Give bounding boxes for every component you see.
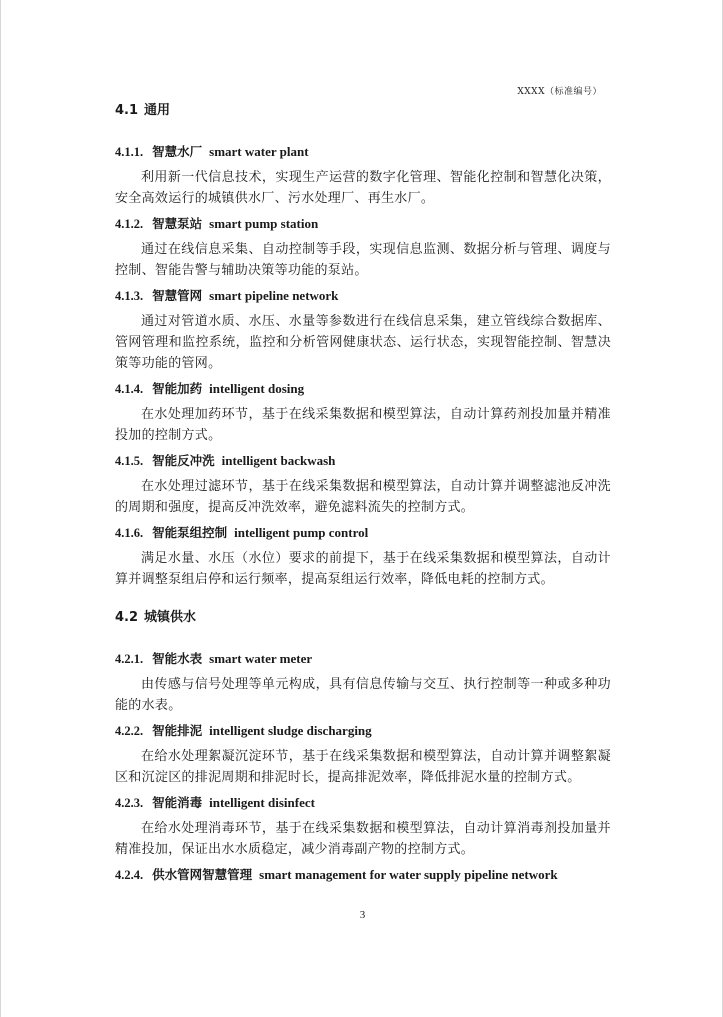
term-chinese: 智慧水厂 <box>152 144 203 159</box>
term-heading <box>115 141 611 163</box>
term-entry <box>115 648 611 716</box>
term-chinese: 智能水表 <box>152 651 203 666</box>
term-entry <box>115 378 611 446</box>
page-number: 3 <box>359 909 366 921</box>
term-english: intelligent pump control <box>234 525 369 540</box>
term-english: intelligent backwash <box>221 453 336 468</box>
section-name: 通用 <box>144 103 171 118</box>
term-definition: 通过对管道水质、水压、水量等参数进行在线信息采集，建立管线综合数据库、管网管理和监控系统，监控和分析管网健康状态、运行状态，实现智能控制、智慧决策等功能的管网。 <box>115 314 611 371</box>
term-number: 4.2.1. <box>115 652 144 666</box>
term-english: smart water plant <box>209 144 309 159</box>
term-number: 4.2.3. <box>115 796 144 810</box>
term-english: smart water meter <box>209 651 313 666</box>
term-english: intelligent sludge discharging <box>209 723 372 738</box>
section-name: 城镇供水 <box>144 610 197 625</box>
term-definition: 由传感与信号处理等单元构成，具有信息传输与交互、执行控制等一种或多种功能的水表。 <box>115 677 611 713</box>
section-number: 4.1 <box>115 103 139 118</box>
term-english: smart management for water supply pipeline network <box>259 867 558 882</box>
term-definition: 在水处理过滤环节，基于在线采集数据和模型算法，自动计算并调整滤池反冲洗的周期和强度，提高反冲洗效率，避免滤料流失的控制方式。 <box>115 479 611 515</box>
page-content <box>115 100 611 886</box>
term-chinese: 智能泵组控制 <box>152 525 228 540</box>
term-english: smart pipeline network <box>209 288 339 303</box>
term-heading <box>115 522 611 544</box>
term-number: 4.1.3. <box>115 289 144 303</box>
section-title <box>115 607 611 629</box>
term-number: 4.1.5. <box>115 454 144 468</box>
term-entry <box>115 522 611 590</box>
term-english: intelligent disinfect <box>209 795 315 810</box>
term-definition: 满足水量、水压（水位）要求的前提下，基于在线采集数据和模型算法，自动计算并调整泵组启停和运行频率，提高泵组运行效率，降低电耗的控制方式。 <box>115 551 611 587</box>
term-definition: 在水处理加药环节，基于在线采集数据和模型算法，自动计算药剂投加量并精准投加的控制方式。 <box>115 407 611 443</box>
term-definition: 在给水处理消毒环节，基于在线采集数据和模型算法，自动计算消毒剂投加量并精准投加，保证出水水质稳定，减少消毒副产物的控制方式。 <box>115 821 611 857</box>
term-entry <box>115 864 611 886</box>
term-heading <box>115 285 611 307</box>
section-number: 4.2 <box>115 610 139 625</box>
term-number: 4.2.4. <box>115 868 144 882</box>
term-chinese: 智能加药 <box>152 381 203 396</box>
term-heading <box>115 864 611 886</box>
term-definition: 在给水处理絮凝沉淀环节，基于在线采集数据和模型算法，自动计算并调整絮凝区和沉淀区的排泥周期和排泥时长，提高排泥效率，降低排泥水量的控制方式。 <box>115 749 611 785</box>
term-number: 4.1.2. <box>115 217 144 231</box>
term-entry <box>115 450 611 518</box>
term-chinese: 智慧泵站 <box>152 216 203 231</box>
term-heading <box>115 213 611 235</box>
term-chinese: 智能排泥 <box>152 723 203 738</box>
term-number: 4.1.4. <box>115 382 144 396</box>
term-definition: 通过在线信息采集、自动控制等手段，实现信息监测、数据分析与管理、调度与控制、智能告警与辅助决策等功能的泵站。 <box>115 242 611 278</box>
term-chinese: 智能反冲洗 <box>152 453 215 468</box>
term-english: intelligent dosing <box>209 381 305 396</box>
term-heading <box>115 378 611 400</box>
term-entry <box>115 141 611 209</box>
term-heading <box>115 648 611 670</box>
term-entry <box>115 720 611 788</box>
term-chinese: 智能消毒 <box>152 795 203 810</box>
term-definition: 利用新一代信息技术，实现生产运营的数字化管理、智能化控制和智慧化决策，安全高效运行的城镇供水厂、污水处理厂、再生水厂。 <box>115 170 611 206</box>
term-number: 4.1.6. <box>115 526 144 540</box>
term-entry <box>115 792 611 860</box>
term-entry <box>115 213 611 281</box>
term-number: 4.1.1. <box>115 145 144 159</box>
term-number: 4.2.2. <box>115 724 144 738</box>
standard-code-header: XXXX（标准编号） <box>517 87 602 97</box>
term-english: smart pump station <box>209 216 319 231</box>
section-title <box>115 100 611 122</box>
term-entry <box>115 285 611 374</box>
term-heading <box>115 720 611 742</box>
term-chinese: 智慧管网 <box>152 288 203 303</box>
term-heading <box>115 792 611 814</box>
term-chinese: 供水管网智慧管理 <box>152 867 253 882</box>
term-heading <box>115 450 611 472</box>
